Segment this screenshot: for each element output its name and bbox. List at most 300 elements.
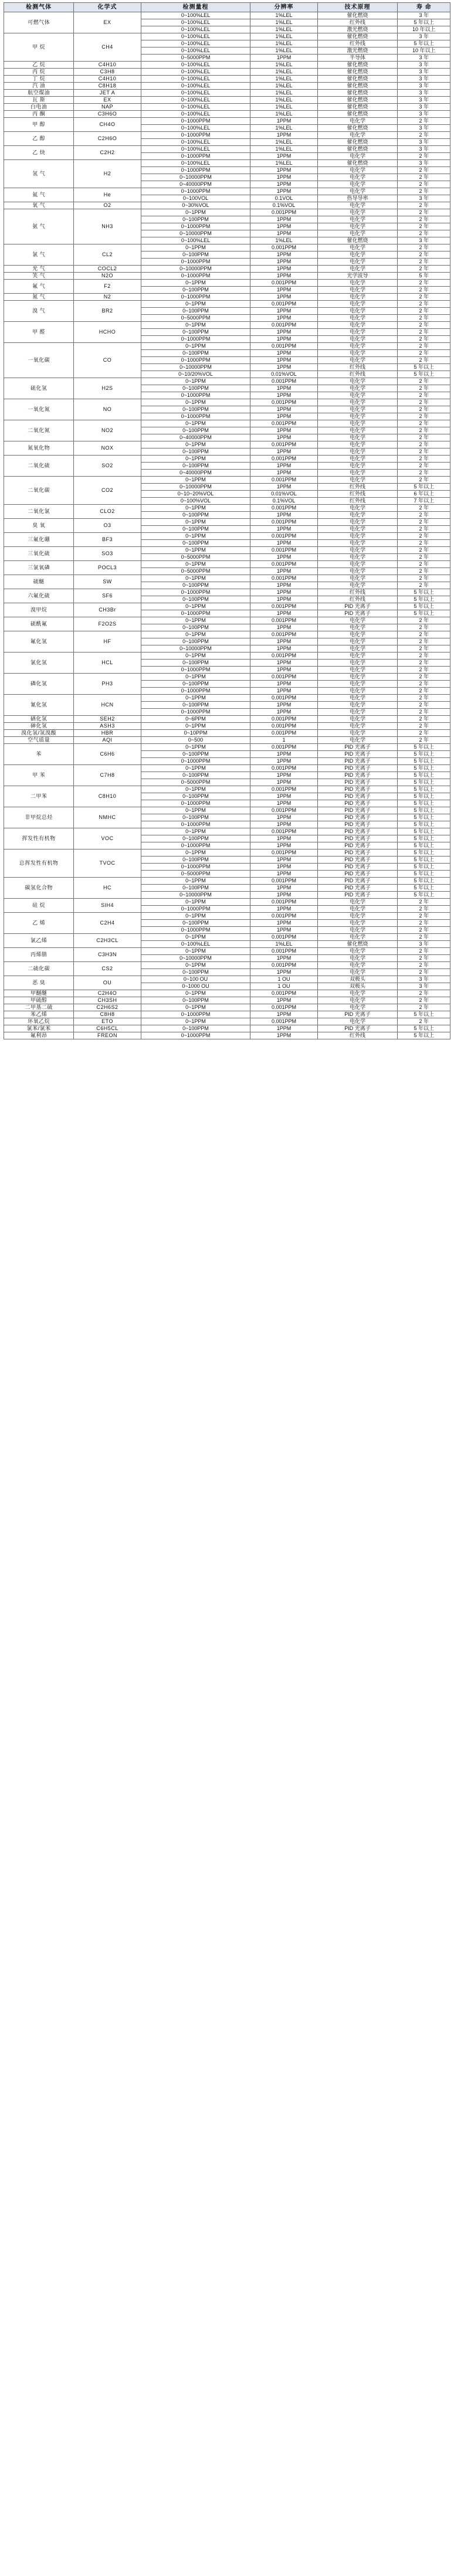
range-cell: 0~1PPM <box>141 505 250 512</box>
range-cell: 0~100PPM <box>141 885 250 892</box>
range-cell: 0~10000PPM <box>141 484 250 491</box>
resolution-cell: 1 OU <box>250 976 317 983</box>
technology-cell: 电化学 <box>317 955 398 962</box>
technology-cell: 电化学 <box>317 997 398 1004</box>
table-row <box>4 765 450 772</box>
lifetime-cell: 5 年以上 <box>398 765 450 772</box>
formula-cell: EX <box>74 97 141 104</box>
gas-name-cell: 瓦 斯 <box>4 97 74 104</box>
table-row <box>4 294 450 301</box>
resolution-cell: 1PPM <box>250 55 317 62</box>
gas-name-cell: 氧 气 <box>4 202 74 209</box>
resolution-cell: 0.001PPM <box>250 322 317 329</box>
technology-cell: 电化学 <box>317 969 398 976</box>
technology-cell: PID 光离子 <box>317 878 398 885</box>
gas-name-cell: 挥发性有机物 <box>4 828 74 849</box>
resolution-cell: 1%LEL <box>250 941 317 948</box>
resolution-cell: 0.001PPM <box>250 244 317 252</box>
formula-cell: OU <box>74 976 141 990</box>
range-cell: 0~100PPM <box>141 793 250 800</box>
resolution-cell: 1PPM <box>250 702 317 709</box>
range-cell: 0~100PPM <box>141 920 250 927</box>
formula-cell: HCN <box>74 695 141 716</box>
lifetime-cell: 3 年 <box>398 12 450 19</box>
gas-name-cell: 溴化氢/氢溴酸 <box>4 730 74 737</box>
lifetime-cell: 5 年以上 <box>398 772 450 779</box>
technology-cell: 激光燃烧 <box>317 26 398 33</box>
resolution-cell: 1PPM <box>250 463 317 470</box>
formula-cell: N2 <box>74 294 141 301</box>
resolution-cell: 1%LEL <box>250 26 317 33</box>
formula-cell: SW <box>74 575 141 589</box>
gas-name-cell: 光 气 <box>4 266 74 273</box>
formula-cell: O2 <box>74 202 141 209</box>
resolution-cell: 1PPM <box>250 434 317 441</box>
technology-cell: 红外线 <box>317 1032 398 1039</box>
gas-name-cell: 氯化氢 <box>4 653 74 674</box>
range-cell: 0~100VOL <box>141 195 250 202</box>
technology-cell: 双极头 <box>317 983 398 990</box>
resolution-cell: 1PPM <box>250 885 317 892</box>
technology-cell: 电化学 <box>317 631 398 638</box>
range-cell: 0~100PPM <box>141 596 250 603</box>
lifetime-cell: 2 年 <box>398 209 450 216</box>
formula-cell: C2H2 <box>74 146 141 160</box>
technology-cell: 电化学 <box>317 948 398 955</box>
lifetime-cell: 3 年 <box>398 62 450 69</box>
table-row <box>4 244 450 252</box>
table-row <box>4 160 450 167</box>
resolution-cell: 0.01%VOL <box>250 491 317 498</box>
table-row <box>4 519 450 526</box>
lifetime-cell: 2 年 <box>398 427 450 434</box>
technology-cell: 电化学 <box>317 434 398 441</box>
resolution-cell: 1%LEL <box>250 111 317 118</box>
lifetime-cell: 2 年 <box>398 702 450 709</box>
range-cell: 0~1PPM <box>141 723 250 730</box>
technology-cell: 电化学 <box>317 617 398 624</box>
resolution-cell: 0.001PPM <box>250 603 317 610</box>
technology-cell: 红外线 <box>317 498 398 505</box>
gas-name-cell: 恶 臭 <box>4 976 74 990</box>
table-row <box>4 533 450 540</box>
range-cell: 0~1PPM <box>141 631 250 638</box>
technology-cell: PID 光离子 <box>317 786 398 793</box>
lifetime-cell: 2 年 <box>398 568 450 575</box>
lifetime-cell: 2 年 <box>398 470 450 477</box>
range-cell: 0~10000PPM <box>141 230 250 237</box>
technology-cell: 电化学 <box>317 244 398 252</box>
resolution-cell: 0.001PPM <box>250 209 317 216</box>
resolution-cell: 1PPM <box>250 315 317 322</box>
resolution-cell: 1PPM <box>250 610 317 617</box>
resolution-cell: 0.001PPM <box>250 695 317 702</box>
lifetime-cell: 5 年以上 <box>398 807 450 814</box>
gas-name-cell: 空气质量 <box>4 737 74 744</box>
formula-cell: SEH2 <box>74 716 141 723</box>
lifetime-cell: 2 年 <box>398 420 450 427</box>
technology-cell: 电化学 <box>317 645 398 653</box>
table-row <box>4 76 450 83</box>
gas-name-cell: 氢 气 <box>4 160 74 188</box>
gas-name-cell: 可燃气体 <box>4 12 74 33</box>
lifetime-cell: 2 年 <box>398 406 450 413</box>
lifetime-cell: 2 年 <box>398 547 450 554</box>
resolution-cell: 1PPM <box>250 230 317 237</box>
formula-cell: C3H3N <box>74 948 141 962</box>
table-row <box>4 12 450 19</box>
lifetime-cell: 5 年以上 <box>398 40 450 47</box>
table-row <box>4 878 450 885</box>
lifetime-cell: 2 年 <box>398 188 450 195</box>
gas-name-cell: 白电油 <box>4 104 74 111</box>
resolution-cell: 1%LEL <box>250 69 317 76</box>
range-cell: 0~1PPM <box>141 519 250 526</box>
gas-name-cell: 碳氢化合物 <box>4 878 74 899</box>
resolution-cell: 0.001PPM <box>250 561 317 568</box>
resolution-cell: 0.001PPM <box>250 765 317 772</box>
lifetime-cell: 7 年以上 <box>398 498 450 505</box>
table-row <box>4 83 450 90</box>
formula-cell: NO <box>74 399 141 420</box>
resolution-cell: 1PPM <box>250 294 317 301</box>
gas-name-cell: 六氟化硫 <box>4 589 74 603</box>
formula-cell: HBR <box>74 730 141 737</box>
lifetime-cell: 2 年 <box>398 913 450 920</box>
range-cell: 0~1000PPM <box>141 842 250 849</box>
technology-cell: 电化学 <box>317 153 398 160</box>
table-row <box>4 589 450 596</box>
resolution-cell: 0.001PPM <box>250 1004 317 1011</box>
technology-cell: 电化学 <box>317 519 398 526</box>
technology-cell: PID 光离子 <box>317 1025 398 1032</box>
range-cell: 0~5000PPM <box>141 871 250 878</box>
resolution-cell: 0.001PPM <box>250 828 317 835</box>
resolution-cell: 1PPM <box>250 287 317 294</box>
technology-cell: 红外线 <box>317 371 398 378</box>
resolution-cell: 1PPM <box>250 969 317 976</box>
formula-cell: C8H18 <box>74 83 141 90</box>
range-cell: 0~100%LEL <box>141 40 250 47</box>
lifetime-cell: 5 年以上 <box>398 842 450 849</box>
header-lifetime: 寿 命 <box>398 3 450 12</box>
formula-cell: H2 <box>74 160 141 188</box>
technology-cell: 电化学 <box>317 188 398 195</box>
resolution-cell: 1PPM <box>250 364 317 371</box>
table-row <box>4 62 450 69</box>
table-body <box>4 12 450 1039</box>
technology-cell: 红外线 <box>317 491 398 498</box>
resolution-cell: 1PPM <box>250 596 317 603</box>
table-row <box>4 575 450 582</box>
resolution-cell: 1PPM <box>250 273 317 280</box>
technology-cell: 电化学 <box>317 730 398 737</box>
lifetime-cell: 2 年 <box>398 660 450 667</box>
header-range: 检测量程 <box>141 3 250 12</box>
lifetime-cell: 5 年以上 <box>398 1032 450 1039</box>
gas-name-cell: 乙 烷 <box>4 62 74 69</box>
gas-name-cell: 丁 烷 <box>4 76 74 83</box>
range-cell: 0~100PPM <box>141 308 250 315</box>
lifetime-cell: 2 年 <box>398 505 450 512</box>
resolution-cell: 1PPM <box>250 758 317 765</box>
range-cell: 0~40000PPM <box>141 434 250 441</box>
technology-cell: 电化学 <box>317 723 398 730</box>
formula-cell: C7H8 <box>74 765 141 786</box>
technology-cell: 电化学 <box>317 526 398 533</box>
lifetime-cell: 2 年 <box>398 709 450 716</box>
resolution-cell: 1PPM <box>250 892 317 899</box>
technology-cell: 电化学 <box>317 132 398 139</box>
lifetime-cell: 2 年 <box>398 301 450 308</box>
range-cell: 0~40000PPM <box>141 181 250 188</box>
range-cell: 0~1PPM <box>141 547 250 554</box>
lifetime-cell: 3 年 <box>398 160 450 167</box>
technology-cell: 电化学 <box>317 181 398 188</box>
technology-cell: 电化学 <box>317 441 398 448</box>
technology-cell: 电化学 <box>317 681 398 688</box>
gas-name-cell: 硅 烷 <box>4 899 74 913</box>
range-cell: 0~1PPM <box>141 765 250 772</box>
lifetime-cell: 5 年以上 <box>398 19 450 26</box>
lifetime-cell: 2 年 <box>398 343 450 350</box>
lifetime-cell: 2 年 <box>398 969 450 976</box>
technology-cell: 催化燃烧 <box>317 62 398 69</box>
technology-cell: 电化学 <box>317 294 398 301</box>
gas-name-cell: 二氧化氮 <box>4 420 74 441</box>
resolution-cell: 1PPM <box>250 174 317 181</box>
table-row <box>4 899 450 906</box>
formula-cell: He <box>74 188 141 202</box>
header-formula: 化学式 <box>74 3 141 12</box>
lifetime-cell: 5 年以上 <box>398 603 450 610</box>
resolution-cell: 1PPM <box>250 645 317 653</box>
resolution-cell: 1PPM <box>250 997 317 1004</box>
resolution-cell: 0.1VOL <box>250 195 317 202</box>
lifetime-cell: 3 年 <box>398 104 450 111</box>
technology-cell: 电化学 <box>317 653 398 660</box>
resolution-cell: 1PPM <box>250 336 317 343</box>
resolution-cell: 1PPM <box>250 1011 317 1018</box>
lifetime-cell: 5 年以上 <box>398 892 450 899</box>
range-cell: 0~5000PPM <box>141 55 250 62</box>
lifetime-cell: 3 年 <box>398 125 450 132</box>
technology-cell: 电化学 <box>317 167 398 174</box>
range-cell: 0~100%LEL <box>141 83 250 90</box>
lifetime-cell: 5 年以上 <box>398 1011 450 1018</box>
lifetime-cell: 2 年 <box>398 695 450 702</box>
technology-cell: 电化学 <box>317 216 398 223</box>
technology-cell: 电化学 <box>317 252 398 259</box>
range-cell: 0~1PPM <box>141 744 250 751</box>
lifetime-cell: 5 年 <box>398 273 450 280</box>
technology-cell: PID 光离子 <box>317 871 398 878</box>
range-cell: 0~100%LEL <box>141 90 250 97</box>
resolution-cell: 1PPM <box>250 484 317 491</box>
formula-cell: C2H4O <box>74 990 141 997</box>
technology-cell: 半导体 <box>317 55 398 62</box>
technology-cell: 催化燃烧 <box>317 125 398 132</box>
technology-cell: 电化学 <box>317 660 398 667</box>
gas-name-cell: 丙烯腈 <box>4 948 74 962</box>
lifetime-cell: 5 年以上 <box>398 849 450 857</box>
gas-name-cell: 氮氧化物 <box>4 441 74 456</box>
range-cell: 0~100%LEL <box>141 12 250 19</box>
technology-cell: 双极头 <box>317 976 398 983</box>
lifetime-cell: 2 年 <box>398 948 450 955</box>
technology-cell: 红外线 <box>317 40 398 47</box>
lifetime-cell: 2 年 <box>398 681 450 688</box>
technology-cell: 电化学 <box>317 448 398 456</box>
lifetime-cell: 3 年 <box>398 76 450 83</box>
range-cell: 0~100%LEL <box>141 33 250 40</box>
technology-cell: 催化燃烧 <box>317 146 398 153</box>
resolution-cell: 1PPM <box>250 857 317 864</box>
technology-cell: 电化学 <box>317 308 398 315</box>
technology-cell: 催化燃烧 <box>317 941 398 948</box>
range-cell: 0~1000PPM <box>141 392 250 399</box>
resolution-cell: 0.01%VOL <box>250 371 317 378</box>
resolution-cell: 1PPM <box>250 413 317 420</box>
technology-cell: PID 光离子 <box>317 793 398 800</box>
header-resolution: 分辨率 <box>250 3 317 12</box>
lifetime-cell: 3 年 <box>398 69 450 76</box>
range-cell: 0~1PPM <box>141 674 250 681</box>
range-cell: 0~1PPM <box>141 533 250 540</box>
range-cell: 0~1000PPM <box>141 273 250 280</box>
technology-cell: PID 光离子 <box>317 772 398 779</box>
technology-cell: PID 光离子 <box>317 779 398 786</box>
gas-name-cell: 甲 苯 <box>4 765 74 786</box>
range-cell: 0~100%LEL <box>141 62 250 69</box>
range-cell: 0~100PPM <box>141 997 250 1004</box>
lifetime-cell: 5 年以上 <box>398 800 450 807</box>
range-cell: 0~1PPM <box>141 343 250 350</box>
table-row <box>4 828 450 835</box>
table-row <box>4 723 450 730</box>
lifetime-cell: 2 年 <box>398 202 450 209</box>
technology-cell: 电化学 <box>317 209 398 216</box>
technology-cell: PID 光离子 <box>317 842 398 849</box>
technology-cell: 电化学 <box>317 399 398 406</box>
technology-cell: 催化燃烧 <box>317 83 398 90</box>
formula-cell: N2O <box>74 273 141 280</box>
gas-name-cell: 硫酰氟 <box>4 617 74 631</box>
lifetime-cell: 5 年以上 <box>398 864 450 871</box>
resolution-cell: 0.1%VOL <box>250 498 317 505</box>
resolution-cell: 0.001PPM <box>250 280 317 287</box>
formula-cell: HCL <box>74 653 141 674</box>
technology-cell: 电化学 <box>317 456 398 463</box>
range-cell: 0~100%LEL <box>141 26 250 33</box>
table-row <box>4 104 450 111</box>
range-cell: 0~100PPM <box>141 969 250 976</box>
table-row <box>4 674 450 681</box>
technology-cell: 激光燃烧 <box>317 47 398 55</box>
range-cell: 0~1000PPM <box>141 357 250 364</box>
resolution-cell: 0.001PPM <box>250 744 317 751</box>
formula-cell: C8H10 <box>74 786 141 807</box>
gas-name-cell: 磷化氢 <box>4 674 74 695</box>
range-cell: 0~40000PPM <box>141 470 250 477</box>
table-row <box>4 505 450 512</box>
technology-cell: 热导导率 <box>317 195 398 202</box>
formula-cell: JET A <box>74 90 141 97</box>
range-cell: 0~1PPM <box>141 209 250 216</box>
table-row <box>4 441 450 448</box>
gas-name-cell: 甲 醛 <box>4 322 74 343</box>
lifetime-cell: 5 年以上 <box>398 610 450 617</box>
technology-cell: 光学波导 <box>317 273 398 280</box>
lifetime-cell: 2 年 <box>398 645 450 653</box>
table-row <box>4 90 450 97</box>
technology-cell: 电化学 <box>317 716 398 723</box>
resolution-cell: 1PPM <box>250 167 317 174</box>
lifetime-cell: 2 年 <box>398 519 450 526</box>
lifetime-cell: 2 年 <box>398 385 450 392</box>
resolution-cell: 0.001PPM <box>250 378 317 385</box>
gas-spec-table <box>4 2 450 1039</box>
table-row <box>4 976 450 983</box>
lifetime-cell: 2 年 <box>398 280 450 287</box>
resolution-cell: 0.001PPM <box>250 990 317 997</box>
resolution-cell: 1PPM <box>250 751 317 758</box>
range-cell: 0~100PPM <box>141 814 250 821</box>
formula-cell: EX <box>74 12 141 33</box>
technology-cell: 电化学 <box>317 413 398 420</box>
resolution-cell: 1%LEL <box>250 97 317 104</box>
lifetime-cell: 5 年以上 <box>398 835 450 842</box>
range-cell: 0~1000PPM <box>141 821 250 828</box>
range-cell: 0~100PPM <box>141 772 250 779</box>
range-cell: 0~100%LEL <box>141 139 250 146</box>
gas-name-cell: 二氧化碳 <box>4 477 74 505</box>
technology-cell: 电化学 <box>317 568 398 575</box>
range-cell: 0~1PPM <box>141 807 250 814</box>
table-row <box>4 561 450 568</box>
resolution-cell: 0.001PPM <box>250 878 317 885</box>
formula-cell: ETO <box>74 1018 141 1025</box>
range-cell: 0~1PPM <box>141 378 250 385</box>
resolution-cell: 1PPM <box>250 814 317 821</box>
table-row <box>4 1004 450 1011</box>
resolution-cell: 1PPM <box>250 709 317 716</box>
resolution-cell: 0.001PPM <box>250 343 317 350</box>
resolution-cell: 1PPM <box>250 357 317 364</box>
gas-name-cell: 硫醚 <box>4 575 74 589</box>
formula-cell: CH3SH <box>74 997 141 1004</box>
range-cell: 0~1000PPM <box>141 1032 250 1039</box>
formula-cell: C8H8 <box>74 1011 141 1018</box>
resolution-cell: 1PPM <box>250 800 317 807</box>
lifetime-cell: 3 年 <box>398 941 450 948</box>
resolution-cell: 1PPM <box>250 385 317 392</box>
range-cell: 0~100PPM <box>141 582 250 589</box>
lifetime-cell: 2 年 <box>398 962 450 969</box>
formula-cell: C6H5CL <box>74 1025 141 1032</box>
resolution-cell: 1PPM <box>250 793 317 800</box>
resolution-cell: 1PPM <box>250 871 317 878</box>
technology-cell: 催化燃烧 <box>317 69 398 76</box>
range-cell: 0~1PPM <box>141 899 250 906</box>
table-row <box>4 547 450 554</box>
range-cell: 0~1000PPM <box>141 132 250 139</box>
lifetime-cell: 2 年 <box>398 526 450 533</box>
resolution-cell: 1 OU <box>250 983 317 990</box>
technology-cell: 电化学 <box>317 990 398 997</box>
lifetime-cell: 2 年 <box>398 329 450 336</box>
resolution-cell: 1%LEL <box>250 19 317 26</box>
